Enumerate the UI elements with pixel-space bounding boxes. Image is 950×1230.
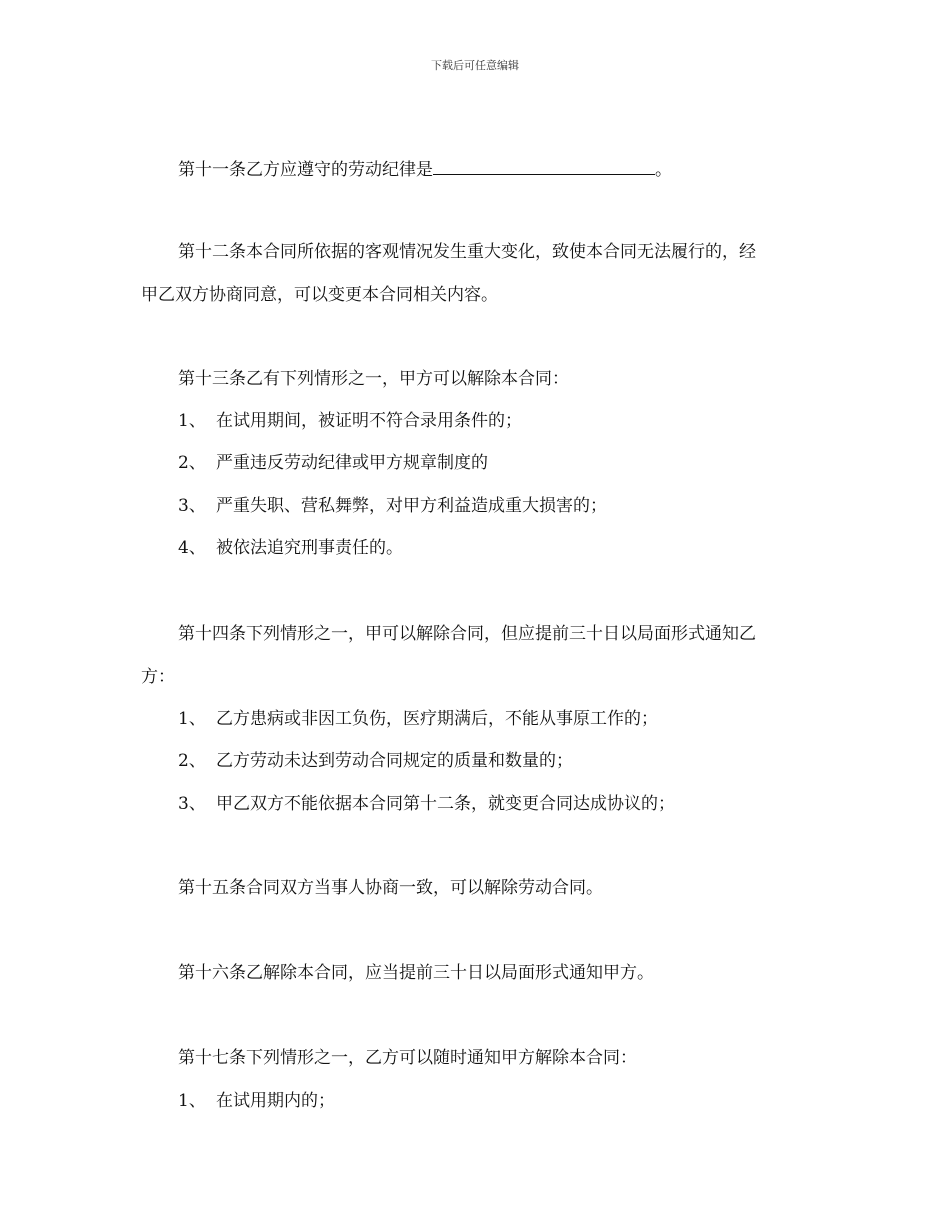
item-text: 乙方患病或非因工负伤，医疗期满后，不能从事原工作的； [216,709,658,729]
article-13-item [178,455,488,472]
item-text: 乙方劳动未达到劳动合同规定的质量和数量的； [216,751,573,771]
article-13-item [178,540,403,557]
item-text: 被依法追究刑事责任的。 [216,538,403,558]
item-number: 1、 [178,1091,206,1111]
article-13-item [178,498,607,515]
article-12-line-2: 甲乙双方协商同意，可以变更本合同相关内容。 [141,285,498,305]
item-number: 2、 [178,751,206,771]
article-11-end: 。 [655,160,672,180]
article-17-title: 第十七条下列情形之一，乙方可以随时通知甲方解除本合同： [178,1048,637,1068]
item-text: 严重失职、营私舞弊，对甲方利益造成重大损害的； [216,496,607,516]
article-14-item [178,711,658,728]
article-14-item [178,796,675,813]
item-text: 甲乙双方不能依据本合同第十二条，就变更合同达成协议的； [216,794,675,814]
item-text: 在试用期内的； [216,1091,335,1111]
item-number: 4、 [178,538,206,558]
article-17-item [178,1093,335,1110]
item-number: 3、 [178,794,206,814]
article-14-line-1: 第十四条下列情形之一，甲可以解除合同，但应提前三十日以局面形式通知乙 [178,624,756,644]
item-number: 2、 [178,453,206,473]
article-11 [178,160,672,179]
article-12-line-1: 第十二条本合同所依据的客观情况发生重大变化，致使本合同无法履行的，经 [178,242,756,262]
item-number: 1、 [178,709,206,729]
article-13-title: 第十三条乙有下列情形之一，甲方可以解除本合同： [178,369,569,389]
article-14-item [178,753,573,770]
article-11-text: 第十一条乙方应遵守的劳动纪律是 [178,160,433,180]
article-16: 第十六条乙解除本合同，应当提前三十日以局面形式通知甲方。 [178,963,654,983]
item-number: 3、 [178,496,206,516]
fill-in-blank [433,160,655,175]
item-text: 严重违反劳动纪律或甲方规章制度的 [216,453,488,473]
item-number: 1、 [178,411,206,431]
item-text: 在试用期间，被证明不符合录用条件的； [216,411,522,431]
article-14-line-2: 方： [141,667,175,687]
article-13-item [178,413,522,430]
article-15: 第十五条合同双方当事人协商一致，可以解除劳动合同。 [178,878,603,898]
page-header: 下载后可任意编辑 [431,59,519,72]
